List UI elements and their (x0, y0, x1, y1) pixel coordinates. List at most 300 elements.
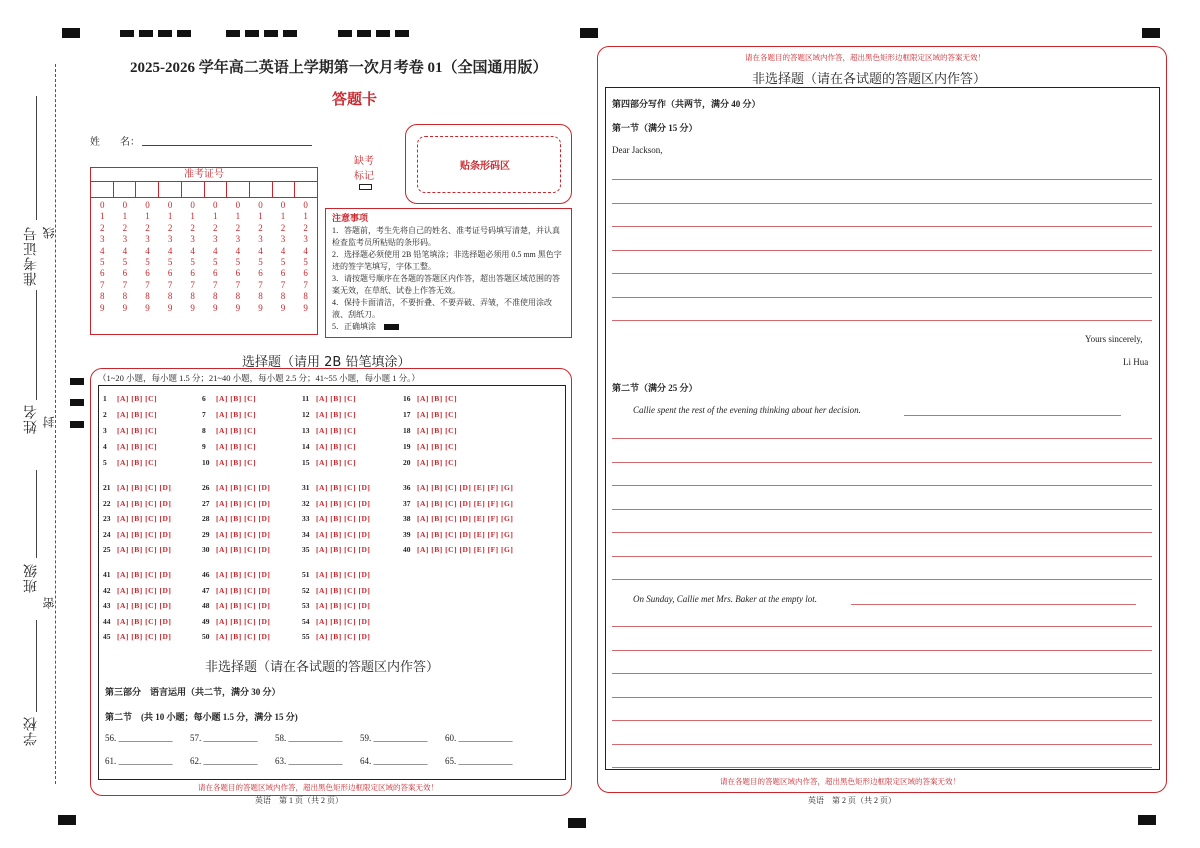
choice-question (202, 499, 270, 508)
side-seal-label: 封 (42, 415, 56, 428)
question-number: 5 (103, 458, 107, 467)
answer-options[interactable]: [A] [B] [C] (117, 426, 158, 435)
answer-options[interactable]: [A] [B] [C] [D] (316, 601, 371, 610)
question-number: 46 (202, 570, 210, 579)
exam-number-bubble[interactable]: 1 (145, 211, 150, 222)
part4-heading: 第四部分写作（共两节，满分 40 分） (612, 99, 761, 109)
choice-question (403, 426, 457, 435)
exam-number-bubble[interactable]: 5 (122, 257, 128, 268)
exam-number-cell[interactable] (114, 182, 137, 197)
fill-blank[interactable]: 59. ____________ (360, 733, 428, 743)
answer-options[interactable]: [A] [B] [C] [D] [E] [F] [G] (417, 498, 514, 508)
exam-number-bubble[interactable]: 4 (235, 245, 241, 256)
choice-question (202, 410, 256, 419)
fill-blank[interactable]: 62. ____________ (190, 756, 258, 766)
writing-line[interactable] (612, 297, 1152, 298)
exam-number-bubble[interactable]: 3 (235, 234, 241, 245)
continuation-para2: On Sunday, Callie met Mrs. Baker at the empty lot. (633, 594, 817, 604)
exam-number-bubble[interactable]: 1 (235, 211, 241, 222)
writing-frame (605, 87, 1160, 770)
choice-question (302, 499, 370, 508)
exam-number-bubble[interactable]: 0 (167, 200, 173, 210)
question-number: 33 (302, 514, 310, 523)
fill-blank[interactable]: 56. ____________ (105, 733, 173, 743)
exam-number-bubble[interactable]: 2 (303, 222, 308, 233)
exam-number-bubble[interactable]: 8 (167, 291, 173, 302)
fill-blank[interactable]: 64. ____________ (360, 756, 428, 766)
exam-number-write-row (91, 182, 317, 198)
exam-number-bubble[interactable]: 9 (145, 302, 150, 313)
question-number: 27 (202, 498, 210, 508)
answer-options[interactable]: [A] [B] [C] (316, 394, 357, 403)
answer-options[interactable]: [A] [B] [C] (117, 410, 158, 419)
exam-number-bubble[interactable]: 8 (280, 291, 286, 302)
choice-question (103, 570, 171, 579)
writing-line[interactable] (612, 320, 1152, 321)
question-number: 9 (202, 442, 206, 451)
exam-number-bubble[interactable]: 7 (122, 279, 128, 290)
exam-number-bubble[interactable]: 3 (190, 234, 195, 245)
fill-blank[interactable]: 57. ____________ (190, 733, 258, 743)
side-secret-label: 密 (42, 596, 56, 609)
right-bottom-warning: 请在各题目的答题区域内作答，超出黑色矩形边框限定区域的答案无效！ (720, 777, 960, 786)
fill-blank[interactable]: 60. ____________ (445, 733, 513, 743)
answer-options[interactable]: [A] [B] [C] [D] (117, 514, 172, 523)
exam-number-bubble[interactable]: 6 (167, 268, 173, 279)
choice-question (302, 483, 370, 492)
writing-line[interactable] (612, 650, 1152, 651)
choice-question (202, 458, 256, 467)
exam-number-bubble[interactable]: 3 (213, 234, 218, 245)
exam-number-bubble[interactable]: 8 (213, 291, 218, 302)
exam-number-title: 准考证号 (91, 168, 317, 182)
answer-options[interactable]: [A] [B] [C] [D] (316, 616, 371, 626)
exam-number-bubble[interactable]: 2 (122, 222, 128, 233)
exam-number-bubble[interactable]: 6 (145, 268, 150, 279)
fill-blank[interactable]: 58. ____________ (275, 733, 343, 743)
exam-number-bubble[interactable]: 1 (258, 211, 263, 222)
answer-options[interactable]: [A] [B] [C] [D] (216, 570, 271, 579)
writing-line[interactable] (612, 532, 1152, 533)
exam-number-cell[interactable] (295, 182, 317, 197)
answer-options[interactable]: [A] [B] [C] [D] (216, 483, 271, 492)
writing-line[interactable] (612, 462, 1152, 463)
choice-question (103, 530, 171, 539)
question-number: 37 (403, 498, 411, 508)
exam-number-bubble[interactable]: 6 (303, 268, 308, 279)
fill-blank[interactable]: 63. ____________ (275, 756, 343, 766)
exam-number-bubble[interactable]: 3 (167, 234, 173, 245)
exam-number-bubble[interactable]: 0 (303, 200, 308, 210)
answer-options[interactable]: [A] [B] [C] (117, 458, 158, 467)
para2-underline[interactable] (851, 604, 1136, 605)
notes-item: 4．保持卡面清洁，不要折叠、不要弄破、弄皱，不准使用涂改液、刮纸刀。 (332, 298, 552, 319)
question-number: 35 (302, 545, 310, 554)
exam-number-bubble[interactable]: 7 (213, 279, 218, 290)
exam-number-bubble[interactable]: 2 (145, 222, 150, 233)
choice-question (103, 394, 157, 403)
question-number: 23 (103, 514, 111, 523)
choice-question (302, 514, 370, 523)
exam-number-bubble[interactable]: 2 (235, 222, 241, 233)
question-number: 11 (302, 394, 310, 403)
answer-options[interactable]: [A] [B] [C] [D] (216, 498, 271, 508)
exam-number-bubble[interactable]: 5 (303, 257, 308, 268)
fill-blank[interactable]: 61. ____________ (105, 756, 173, 766)
para1-underline[interactable] (904, 415, 1121, 416)
exam-number-bubble[interactable]: 3 (258, 234, 263, 245)
absent-checkbox[interactable] (359, 184, 372, 190)
exam-number-bubble[interactable]: 1 (100, 211, 105, 222)
exam-number-bubble[interactable]: 5 (258, 257, 263, 268)
answer-options[interactable]: [A] [B] [C] (417, 442, 458, 451)
absent-label-2: 标记 (354, 171, 374, 182)
exam-number-bubble[interactable]: 0 (145, 200, 150, 210)
writing-line[interactable] (612, 226, 1152, 227)
exam-number-bubble[interactable]: 6 (258, 268, 263, 279)
exam-number-cell[interactable] (250, 182, 273, 197)
writing-line[interactable] (612, 485, 1152, 486)
exam-number-bubble[interactable]: 7 (258, 279, 263, 290)
exam-number-bubble[interactable]: 9 (280, 302, 286, 313)
page-title: 2025-2026 学年高二英语上学期第一次月考卷 01（全国通用版） (130, 60, 548, 76)
exam-number-bubble[interactable]: 7 (100, 279, 105, 290)
exam-number-bubble[interactable]: 9 (167, 302, 173, 313)
exam-number-column (204, 198, 227, 314)
answer-options[interactable]: [A] [B] [C] [D] (216, 529, 271, 539)
answer-options[interactable]: [A] [B] [C] (417, 394, 458, 403)
answer-options[interactable]: [A] [B] [C] (117, 394, 158, 403)
page-footer-1: 英语 第 1 页（共 2 页） (255, 796, 343, 805)
exam-number-bubble[interactable]: 6 (100, 268, 105, 279)
writing-line[interactable] (612, 579, 1152, 580)
choice-question (202, 570, 270, 579)
exam-number-bubble[interactable]: 5 (190, 257, 195, 268)
answer-options[interactable]: [A] [B] [C] (417, 410, 458, 419)
exam-number-bubble[interactable]: 7 (235, 279, 241, 290)
timing-mark (580, 28, 598, 38)
choice-question (202, 483, 270, 492)
choice-question (103, 617, 171, 626)
exam-number-bubble[interactable]: 4 (167, 245, 173, 256)
exam-number-bubble[interactable]: 4 (190, 245, 195, 256)
writing-line[interactable] (612, 203, 1152, 204)
timing-mark (376, 30, 390, 37)
exam-number-bubble[interactable]: 7 (167, 279, 173, 290)
answer-options[interactable]: [A] [B] [C] [D] (117, 529, 172, 539)
exam-number-bubble[interactable]: 4 (280, 245, 286, 256)
exam-number-bubble[interactable]: 3 (280, 234, 286, 245)
exam-number-bubble[interactable]: 8 (122, 291, 128, 302)
answer-options[interactable]: [A] [B] [C] [D] [E] [F] [G] (417, 529, 514, 539)
answer-options[interactable]: [A] [B] [C] (316, 426, 357, 435)
exam-number-bubble[interactable]: 0 (122, 200, 128, 210)
answer-options[interactable]: [A] [B] [C] [D] (117, 545, 172, 554)
exam-number-bubble[interactable]: 7 (145, 279, 150, 290)
part3-heading: 第三部分 语言运用（共二节，满分 30 分） (105, 687, 281, 697)
answer-options[interactable]: [A] [B] [C] [D] (316, 545, 371, 554)
answer-options[interactable]: [A] [B] [C] [D] (316, 585, 371, 595)
answer-options[interactable]: [A] [B] [C] (316, 442, 357, 451)
exam-number-bubble[interactable]: 6 (190, 268, 195, 279)
exam-number-bubble[interactable]: 6 (122, 268, 128, 279)
writing-line[interactable] (612, 556, 1152, 557)
choice-question (202, 442, 256, 451)
answer-options[interactable]: [A] [B] [C] [D] [E] [F] [G] (417, 514, 514, 523)
exam-number-bubble[interactable]: 7 (190, 279, 195, 290)
choice-question (103, 632, 171, 641)
question-number: 8 (202, 426, 206, 435)
exam-number-bubble[interactable]: 2 (167, 222, 173, 233)
exam-number-bubble[interactable]: 4 (145, 245, 150, 256)
exam-number-bubble[interactable]: 9 (213, 302, 218, 313)
exam-number-bubble[interactable]: 1 (122, 211, 128, 222)
question-number: 50 (202, 632, 210, 641)
answer-options[interactable]: [A] [B] [C] [D] (117, 570, 172, 579)
answer-options[interactable]: [A] [B] [C] (216, 442, 257, 451)
answer-options[interactable]: [A] [B] [C] [D] [E] [F] [G] (417, 545, 514, 554)
answer-options[interactable]: [A] [B] [C] (417, 426, 458, 435)
exam-number-bubble[interactable]: 9 (190, 302, 195, 313)
exam-number-bubble[interactable]: 1 (303, 211, 308, 222)
exam-number-bubble[interactable]: 5 (167, 257, 173, 268)
exam-number-bubble[interactable]: 8 (235, 291, 241, 302)
exam-number-bubble[interactable]: 0 (100, 200, 105, 210)
choice-question (202, 426, 256, 435)
answer-options[interactable]: [A] [B] [C] [D] (316, 498, 371, 508)
exam-number-bubble[interactable]: 9 (258, 302, 263, 313)
side-name-label: 姓名 (24, 404, 39, 434)
answer-options[interactable]: [A] [B] [C] [D] (316, 570, 371, 579)
part3-sec2-heading: 第二节 (共 10 小题；每小题 1.5 分，满分 15 分) (105, 712, 298, 722)
exam-number-bubble[interactable]: 3 (303, 234, 308, 245)
answer-options[interactable]: [A] [B] [C] [D] (216, 632, 271, 641)
answer-options[interactable]: [A] [B] [C] [D] (117, 601, 172, 610)
question-number: 20 (403, 458, 411, 467)
exam-number-bubble[interactable]: 5 (235, 257, 241, 268)
answer-options[interactable]: [A] [B] [C] (316, 410, 357, 419)
filled-example-mark (384, 324, 399, 330)
question-number: 7 (202, 410, 206, 419)
part4-sec2-heading: 第二节（满分 25 分） (612, 383, 698, 393)
exam-number-bubble[interactable]: 1 (280, 211, 286, 222)
question-number: 53 (302, 601, 310, 610)
exam-number-cell[interactable] (182, 182, 205, 197)
answer-options[interactable]: [A] [B] [C] (417, 458, 458, 467)
answer-options[interactable]: [A] [B] [C] [D] (117, 498, 172, 508)
exam-number-bubble[interactable]: 8 (100, 291, 105, 302)
question-number: 19 (403, 442, 411, 451)
writing-line[interactable] (612, 697, 1152, 698)
exam-number-cell[interactable] (91, 182, 114, 197)
question-number: 25 (103, 545, 111, 554)
writing-line[interactable] (612, 626, 1152, 627)
exam-number-bubble[interactable]: 8 (145, 291, 150, 302)
choice-question (403, 483, 513, 492)
exam-number-bubble[interactable]: 5 (145, 257, 150, 268)
answer-options[interactable]: [A] [B] [C] [D] (316, 529, 371, 539)
exam-number-cell[interactable] (273, 182, 296, 197)
exam-number-bubble[interactable]: 3 (122, 234, 128, 245)
choice-question (302, 632, 370, 641)
notes-title: 注意事项 (332, 214, 369, 224)
exam-number-cell[interactable] (205, 182, 228, 197)
exam-number-bubble[interactable]: 9 (100, 302, 105, 313)
writing-line[interactable] (612, 673, 1152, 674)
answer-options[interactable]: [A] [B] [C] (117, 442, 158, 451)
answer-options[interactable]: [A] [B] [C] [D] (117, 483, 172, 492)
question-number: 49 (202, 616, 210, 626)
exam-number-bubble[interactable]: 4 (303, 245, 308, 256)
exam-number-bubble[interactable]: 3 (100, 234, 105, 245)
part4-sec1-heading: 第一节（满分 15 分） (612, 123, 698, 133)
exam-number-cell[interactable] (136, 182, 159, 197)
answer-options[interactable]: [A] [B] [C] [D] (216, 514, 271, 523)
question-number: 39 (403, 529, 411, 539)
exam-number-cell[interactable] (227, 182, 250, 197)
right-section-title: 非选择题（请在各试题的答题区内作答） (752, 72, 987, 87)
answer-options[interactable]: [A] [B] [C] (216, 426, 257, 435)
exam-number-bubble[interactable]: 8 (258, 291, 263, 302)
exam-number-bubble[interactable]: 6 (280, 268, 286, 279)
exam-number-bubble[interactable]: 0 (235, 200, 241, 210)
answer-options[interactable]: [A] [B] [C] [D] (316, 632, 371, 641)
writing-line[interactable] (612, 273, 1152, 274)
question-number: 43 (103, 601, 111, 610)
exam-number-bubble[interactable]: 9 (303, 302, 308, 313)
fill-blank[interactable]: 65. ____________ (445, 756, 513, 766)
choice-question (302, 410, 356, 419)
writing-line[interactable] (612, 767, 1152, 768)
exam-number-bubble[interactable]: 0 (258, 200, 263, 210)
barcode-label: 贴条形码区 (460, 161, 510, 172)
question-number: 6 (202, 394, 206, 403)
exam-number-bubble[interactable]: 7 (303, 279, 308, 290)
writing-line[interactable] (612, 250, 1152, 251)
choice-section-title: 选择题（请用 2B 铅笔填涂） (242, 355, 411, 370)
question-number: 12 (302, 410, 310, 419)
answer-options[interactable]: [A] [B] [C] [D] (117, 585, 172, 595)
answer-options[interactable]: [A] [B] [C] (216, 410, 257, 419)
answer-options[interactable]: [A] [B] [C] [D] (216, 545, 271, 554)
answer-options[interactable]: [A] [B] [C] [D] (316, 483, 371, 492)
exam-number-bubble[interactable]: 2 (258, 222, 263, 233)
answer-options[interactable]: [A] [B] [C] [D] (316, 514, 371, 523)
writing-line[interactable] (612, 720, 1152, 721)
exam-number-bubble[interactable]: 1 (213, 211, 218, 222)
exam-number-bubble[interactable]: 1 (190, 211, 195, 222)
exam-number-bubble[interactable]: 5 (213, 257, 218, 268)
question-number: 47 (202, 585, 210, 595)
answer-options[interactable]: [A] [B] [C] [D] [E] [F] [G] (417, 483, 514, 492)
answer-options[interactable]: [A] [B] [C] [D] (216, 601, 271, 610)
exam-number-bubble[interactable]: 0 (280, 200, 286, 210)
exam-number-bubble[interactable]: 8 (303, 291, 308, 302)
choice-question (403, 545, 513, 554)
choice-question (302, 617, 370, 626)
exam-number-bubble[interactable]: 4 (258, 245, 263, 256)
timing-mark (120, 30, 134, 37)
exam-number-bubble[interactable]: 7 (280, 279, 286, 290)
exam-number-bubble[interactable]: 9 (235, 302, 241, 313)
letter-signature: Li Hua (1123, 357, 1149, 367)
writing-line[interactable] (612, 509, 1152, 510)
question-number: 1 (103, 394, 107, 403)
exam-number-bubble[interactable]: 9 (122, 302, 128, 313)
exam-number-bubble[interactable]: 3 (145, 234, 150, 245)
question-number: 52 (302, 585, 310, 595)
exam-number-bubble[interactable]: 0 (190, 200, 195, 210)
exam-number-column (294, 198, 317, 314)
choice-question (103, 514, 171, 523)
question-number: 29 (202, 529, 210, 539)
timing-mark (357, 30, 371, 37)
question-number: 22 (103, 498, 111, 508)
answer-options[interactable]: [A] [B] [C] (216, 394, 257, 403)
name-field[interactable] (142, 145, 312, 146)
question-number: 24 (103, 529, 111, 539)
answer-options[interactable]: [A] [B] [C] [D] (216, 616, 271, 626)
exam-number-bubble[interactable]: 1 (167, 211, 173, 222)
exam-number-bubble[interactable]: 6 (213, 268, 218, 279)
timing-mark (158, 30, 172, 37)
exam-number-bubble[interactable]: 8 (190, 291, 195, 302)
timing-mark (264, 30, 278, 37)
answer-options[interactable]: [A] [B] [C] (316, 458, 357, 467)
question-number: 31 (302, 483, 310, 492)
exam-number-bubble[interactable]: 0 (213, 200, 218, 210)
exam-number-grid (90, 167, 318, 335)
writing-line[interactable] (612, 744, 1152, 745)
exam-number-bubble[interactable]: 6 (235, 268, 241, 279)
answer-options[interactable]: [A] [B] [C] [D] (117, 632, 172, 641)
exam-number-bubble[interactable]: 2 (190, 222, 195, 233)
answer-options[interactable]: [A] [B] [C] [D] (216, 585, 271, 595)
choice-question (103, 545, 171, 554)
choice-question (302, 586, 370, 595)
exam-number-cell[interactable] (159, 182, 182, 197)
exam-number-bubble[interactable]: 4 (100, 245, 105, 256)
question-number: 3 (103, 426, 107, 435)
continuation-para1: Callie spent the rest of the evening thinking about her decision. (633, 405, 861, 415)
nonchoice-title-left: 非选择题（请在各试题的答题区内作答） (205, 660, 440, 675)
choice-question (202, 545, 270, 554)
choice-question (302, 570, 370, 579)
choice-question (103, 458, 157, 467)
exam-number-bubble[interactable]: 2 (100, 222, 105, 233)
exam-number-bubbles (91, 198, 317, 314)
exam-number-bubble[interactable]: 5 (100, 257, 105, 268)
exam-number-bubble[interactable]: 5 (280, 257, 286, 268)
choice-question (302, 530, 370, 539)
page-footer-2: 英语 第 2 页（共 2 页） (808, 796, 896, 805)
timing-mark (283, 30, 297, 37)
exam-number-bubble[interactable]: 4 (213, 245, 218, 256)
question-number: 55 (302, 632, 310, 641)
answer-options[interactable]: [A] [B] [C] [D] (117, 616, 172, 626)
answer-options[interactable]: [A] [B] [C] (216, 458, 257, 467)
exam-number-bubble[interactable]: 4 (122, 245, 128, 256)
writing-line[interactable] (612, 179, 1152, 180)
exam-number-bubble[interactable]: 2 (280, 222, 286, 233)
exam-number-column (159, 198, 182, 314)
writing-line[interactable] (612, 438, 1152, 439)
timing-mark (62, 28, 80, 38)
exam-number-bubble[interactable]: 2 (213, 222, 218, 233)
choice-question (403, 410, 457, 419)
choice-question (103, 410, 157, 419)
question-number: 4 (103, 442, 107, 451)
